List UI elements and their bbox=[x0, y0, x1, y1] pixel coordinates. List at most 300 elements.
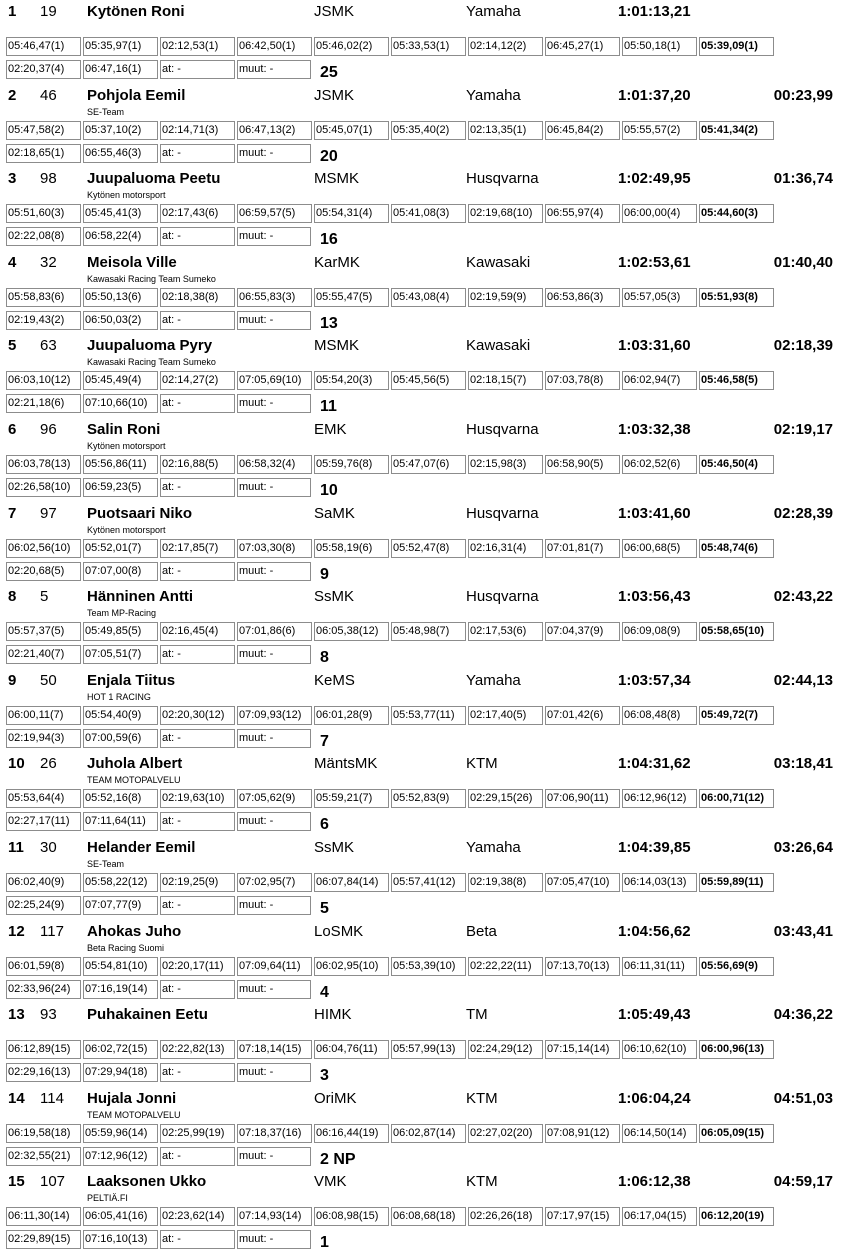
team-name: SE-Team bbox=[87, 106, 125, 117]
lap-time-cell: 02:22,08(8) bbox=[6, 227, 81, 246]
lap-time-cell: 07:10,66(10) bbox=[83, 394, 158, 413]
lap-time-cell: 02:18,38(8) bbox=[160, 288, 235, 307]
club: LoSMK bbox=[314, 922, 364, 940]
brand: Yamaha bbox=[466, 671, 521, 689]
rider-name: Puotsaari Niko bbox=[87, 504, 193, 522]
lap-times-row-extra bbox=[6, 227, 855, 249]
lap-time-cell: 05:33,53(1) bbox=[391, 37, 466, 56]
brand: Kawasaki bbox=[466, 253, 531, 271]
lap-time-cell: 05:35,97(1) bbox=[83, 37, 158, 56]
race-number: 98 bbox=[40, 170, 57, 188]
rider-header bbox=[0, 1089, 855, 1109]
rider-header bbox=[0, 922, 855, 942]
at-cell: at: - bbox=[160, 311, 235, 330]
lap-time-cell: 02:24,29(12) bbox=[468, 1040, 543, 1059]
rider-name: Juhola Albert bbox=[87, 755, 183, 773]
lap-time-cell: 02:19,63(10) bbox=[160, 789, 235, 808]
lap-time-cell: 06:55,97(4) bbox=[545, 204, 620, 223]
lap-time-cell: 07:09,64(11) bbox=[237, 957, 312, 976]
lap-time-cell: 07:18,14(15) bbox=[237, 1040, 312, 1059]
lap-time-cell: 05:53,64(4) bbox=[6, 789, 81, 808]
lap-times-row-extra bbox=[6, 645, 855, 667]
lap-time-cell: 02:12,53(1) bbox=[160, 37, 235, 56]
lap-time-cell: 02:14,71(3) bbox=[160, 121, 235, 140]
lap-time-cell: 05:52,47(8) bbox=[391, 539, 466, 558]
lap-time-cell: 06:42,50(1) bbox=[237, 37, 312, 56]
total-time: 1:05:49,43 bbox=[618, 1006, 691, 1024]
rider-header bbox=[0, 420, 855, 440]
team-name: SE-Team bbox=[87, 859, 125, 869]
lap-time-cell: 02:20,30(12) bbox=[160, 706, 235, 725]
lap-time-cell: 06:05,09(15) bbox=[699, 1124, 774, 1143]
lap-time-cell: 06:14,50(14) bbox=[622, 1124, 697, 1143]
at-cell: at: - bbox=[160, 980, 235, 999]
club: EMK bbox=[314, 421, 347, 438]
lap-time-cell: 06:11,31(11) bbox=[622, 957, 697, 976]
points: 9 bbox=[320, 565, 329, 583]
rider-header bbox=[0, 1172, 855, 1192]
position: 15 bbox=[8, 1173, 25, 1191]
lap-time-cell: 06:08,98(15) bbox=[314, 1207, 389, 1226]
lap-time-cell: 07:01,42(6) bbox=[545, 706, 620, 725]
lap-time-cell: 02:17,43(6) bbox=[160, 204, 235, 223]
lap-time-cell: 05:57,99(13) bbox=[391, 1040, 466, 1059]
total-time: 1:06:04,24 bbox=[618, 1089, 691, 1107]
lap-time-cell: 02:15,98(3) bbox=[468, 455, 543, 474]
lap-time-cell: 02:19,25(9) bbox=[160, 873, 235, 892]
points: 4 bbox=[320, 983, 329, 1001]
lap-time-cell: 02:26,58(10) bbox=[6, 478, 81, 497]
rider-name: Meisola Ville bbox=[87, 253, 177, 271]
total-time: 1:03:32,38 bbox=[618, 421, 691, 438]
club: VMK bbox=[314, 1173, 347, 1191]
total-time: 1:02:53,61 bbox=[618, 253, 691, 271]
lap-time-cell: 07:05,47(10) bbox=[545, 873, 620, 892]
position: 9 bbox=[8, 671, 17, 689]
position: 4 bbox=[8, 253, 17, 271]
lap-times-row-extra bbox=[6, 812, 855, 834]
rider-name: Ahokas Juho bbox=[87, 922, 182, 940]
lap-time-cell: 02:14,27(2) bbox=[160, 371, 235, 390]
lap-time-cell: 06:47,13(2) bbox=[237, 121, 312, 140]
lap-time-cell: 06:02,56(10) bbox=[6, 539, 81, 558]
lap-times-row-extra bbox=[6, 562, 855, 584]
lap-time-cell: 02:27,02(20) bbox=[468, 1124, 543, 1143]
at-cell: at: - bbox=[160, 812, 235, 831]
lap-time-cell: 05:54,81(10) bbox=[83, 957, 158, 976]
lap-time-cell: 05:57,41(12) bbox=[391, 873, 466, 892]
total-time: 1:04:39,85 bbox=[618, 839, 691, 856]
points: 16 bbox=[320, 231, 338, 249]
lap-time-cell: 06:16,44(19) bbox=[314, 1124, 389, 1143]
lap-time-cell: 06:05,41(16) bbox=[83, 1207, 158, 1226]
lap-time-cell: 02:23,62(14) bbox=[160, 1207, 235, 1226]
race-number: 19 bbox=[40, 3, 57, 20]
total-time: 1:04:56,62 bbox=[618, 922, 691, 940]
position: 5 bbox=[8, 337, 17, 355]
at-cell: at: - bbox=[160, 478, 235, 497]
lap-time-cell: 07:16,19(14) bbox=[83, 980, 158, 999]
team-name: Beta Racing Suomi bbox=[87, 942, 165, 953]
lap-time-cell: 05:57,05(3) bbox=[622, 288, 697, 307]
rider-header bbox=[0, 253, 855, 273]
lap-time-cell: 05:58,65(10) bbox=[699, 622, 774, 641]
result-entry bbox=[0, 418, 855, 502]
lap-time-cell: 07:12,96(12) bbox=[83, 1147, 158, 1166]
lap-time-cell: 07:07,00(8) bbox=[83, 562, 158, 581]
club: KarMK bbox=[314, 253, 360, 271]
club: OriMK bbox=[314, 1089, 357, 1107]
result-entry bbox=[0, 84, 855, 168]
lap-time-cell: 02:20,17(11) bbox=[160, 957, 235, 976]
rider-header bbox=[0, 2, 855, 22]
lap-times-row bbox=[6, 706, 855, 726]
lap-time-cell: 05:58,19(6) bbox=[314, 539, 389, 558]
team-name: Kawasaki Racing Team Sumeko bbox=[87, 357, 216, 368]
lap-time-cell: 02:19,94(3) bbox=[6, 729, 81, 748]
lap-time-cell: 06:58,90(5) bbox=[545, 455, 620, 474]
brand: KTM bbox=[466, 755, 498, 773]
lap-time-cell: 07:16,10(13) bbox=[83, 1230, 158, 1249]
total-time: 1:06:12,38 bbox=[618, 1173, 691, 1191]
lap-time-cell: 06:02,52(6) bbox=[622, 455, 697, 474]
at-cell: at: - bbox=[160, 896, 235, 915]
rider-name: Enjala Tiitus bbox=[87, 671, 176, 689]
result-entry bbox=[0, 1003, 855, 1087]
result-entry bbox=[0, 752, 855, 836]
rider-name: Puhakainen Eetu bbox=[87, 1006, 208, 1024]
lap-time-cell: 07:01,86(6) bbox=[237, 622, 312, 641]
lap-time-cell: 05:53,77(11) bbox=[391, 706, 466, 725]
rider-name: Helander Eemil bbox=[87, 839, 196, 856]
position: 11 bbox=[8, 839, 24, 856]
gap-to-leader: 03:26,64 bbox=[773, 839, 833, 856]
position: 6 bbox=[8, 421, 17, 438]
race-number: 93 bbox=[40, 1006, 57, 1024]
lap-time-cell: 05:54,31(4) bbox=[314, 204, 389, 223]
club: SaMK bbox=[314, 504, 355, 522]
at-cell: at: - bbox=[160, 562, 235, 581]
lap-time-cell: 02:20,37(4) bbox=[6, 60, 81, 79]
lap-time-cell: 05:54,40(9) bbox=[83, 706, 158, 725]
club: MSMK bbox=[314, 337, 359, 355]
lap-time-cell: 06:00,00(4) bbox=[622, 204, 697, 223]
lap-time-cell: 05:45,07(1) bbox=[314, 121, 389, 140]
points: 1 bbox=[320, 1234, 329, 1252]
lap-time-cell: 06:11,30(14) bbox=[6, 1207, 81, 1226]
lap-time-cell: 07:14,93(14) bbox=[237, 1207, 312, 1226]
total-time: 1:03:31,60 bbox=[618, 337, 691, 355]
muut-cell: muut: - bbox=[237, 60, 311, 79]
lap-time-cell: 05:45,56(5) bbox=[391, 371, 466, 390]
club: SsMK bbox=[314, 839, 355, 856]
points: 13 bbox=[320, 314, 338, 332]
lap-time-cell: 06:02,87(14) bbox=[391, 1124, 466, 1143]
lap-time-cell: 05:39,09(1) bbox=[699, 37, 774, 56]
team-name: Kytönen motorsport bbox=[87, 441, 166, 451]
lap-time-cell: 02:21,18(6) bbox=[6, 394, 81, 413]
lap-times-row-extra bbox=[6, 1063, 855, 1085]
race-number: 50 bbox=[40, 671, 57, 689]
lap-time-cell: 07:05,51(7) bbox=[83, 645, 158, 664]
lap-time-cell: 06:03,10(12) bbox=[6, 371, 81, 390]
muut-cell: muut: - bbox=[237, 980, 311, 999]
lap-time-cell: 06:45,27(1) bbox=[545, 37, 620, 56]
rider-header bbox=[0, 754, 855, 774]
gap-to-leader: 00:23,99 bbox=[773, 86, 833, 104]
lap-time-cell: 07:01,81(7) bbox=[545, 539, 620, 558]
lap-time-cell: 05:48,98(7) bbox=[391, 622, 466, 641]
position: 3 bbox=[8, 170, 17, 188]
result-entry bbox=[0, 585, 855, 669]
lap-time-cell: 06:55,83(3) bbox=[237, 288, 312, 307]
at-cell: at: - bbox=[160, 1230, 235, 1249]
rider-header bbox=[0, 336, 855, 356]
gap-to-leader: 01:36,74 bbox=[773, 170, 833, 188]
muut-cell: muut: - bbox=[237, 896, 311, 915]
total-time: 1:04:31,62 bbox=[618, 755, 691, 773]
lap-time-cell: 05:49,85(5) bbox=[83, 622, 158, 641]
lap-time-cell: 06:05,38(12) bbox=[314, 622, 389, 641]
club: SsMK bbox=[314, 588, 355, 606]
lap-times-row bbox=[6, 957, 855, 977]
gap-to-leader: 02:18,39 bbox=[773, 337, 833, 355]
race-number: 32 bbox=[40, 253, 57, 271]
result-entry bbox=[0, 167, 855, 251]
points: 25 bbox=[320, 64, 338, 81]
total-time: 1:03:56,43 bbox=[618, 588, 691, 606]
points: 5 bbox=[320, 900, 329, 917]
rider-header bbox=[0, 671, 855, 691]
lap-times-row bbox=[6, 288, 855, 308]
team-name: Kawasaki Racing Team Sumeko bbox=[87, 273, 216, 284]
lap-time-cell: 07:18,37(16) bbox=[237, 1124, 312, 1143]
lap-time-cell: 02:18,15(7) bbox=[468, 371, 543, 390]
lap-time-cell: 05:58,22(12) bbox=[83, 873, 158, 892]
at-cell: at: - bbox=[160, 394, 235, 413]
lap-time-cell: 07:03,78(8) bbox=[545, 371, 620, 390]
lap-time-cell: 05:46,58(5) bbox=[699, 371, 774, 390]
lap-times-row bbox=[6, 539, 855, 559]
position: 10 bbox=[8, 755, 25, 773]
lap-time-cell: 06:47,16(1) bbox=[83, 60, 158, 79]
lap-time-cell: 07:08,91(12) bbox=[545, 1124, 620, 1143]
gap-to-leader: 04:51,03 bbox=[773, 1089, 833, 1107]
lap-time-cell: 05:51,93(8) bbox=[699, 288, 774, 307]
lap-time-cell: 02:22,22(11) bbox=[468, 957, 543, 976]
lap-time-cell: 06:12,96(12) bbox=[622, 789, 697, 808]
lap-time-cell: 06:53,86(3) bbox=[545, 288, 620, 307]
lap-time-cell: 05:57,37(5) bbox=[6, 622, 81, 641]
lap-time-cell: 06:14,03(13) bbox=[622, 873, 697, 892]
lap-time-cell: 02:26,26(18) bbox=[468, 1207, 543, 1226]
lap-time-cell: 02:25,99(19) bbox=[160, 1124, 235, 1143]
lap-time-cell: 06:03,78(13) bbox=[6, 455, 81, 474]
points: 3 bbox=[320, 1067, 329, 1085]
points: 20 bbox=[320, 147, 338, 165]
team-name: HOT 1 RACING bbox=[87, 691, 151, 702]
lap-time-cell: 02:19,38(8) bbox=[468, 873, 543, 892]
at-cell: at: - bbox=[160, 60, 235, 79]
rider-name: Hujala Jonni bbox=[87, 1089, 177, 1107]
gap-to-leader: 02:43,22 bbox=[773, 588, 833, 606]
lap-times-row bbox=[6, 37, 855, 57]
club: KeMS bbox=[314, 671, 355, 689]
lap-time-cell: 05:46,02(2) bbox=[314, 37, 389, 56]
brand: KTM bbox=[466, 1089, 498, 1107]
gap-to-leader: 01:40,40 bbox=[773, 253, 833, 271]
result-entry bbox=[0, 0, 855, 84]
lap-time-cell: 06:59,57(5) bbox=[237, 204, 312, 223]
rider-name: Laaksonen Ukko bbox=[87, 1173, 207, 1191]
total-time: 1:01:13,21 bbox=[618, 3, 691, 20]
lap-time-cell: 06:02,40(9) bbox=[6, 873, 81, 892]
lap-time-cell: 02:21,40(7) bbox=[6, 645, 81, 664]
lap-time-cell: 06:01,28(9) bbox=[314, 706, 389, 725]
club: MäntsMK bbox=[314, 755, 378, 773]
lap-time-cell: 06:10,62(10) bbox=[622, 1040, 697, 1059]
at-cell: at: - bbox=[160, 645, 235, 664]
lap-times-row-extra bbox=[6, 60, 855, 82]
lap-time-cell: 07:17,97(15) bbox=[545, 1207, 620, 1226]
lap-time-cell: 06:19,58(18) bbox=[6, 1124, 81, 1143]
rider-header bbox=[0, 587, 855, 607]
club: HIMK bbox=[314, 1006, 352, 1024]
position: 14 bbox=[8, 1089, 25, 1107]
position: 8 bbox=[8, 588, 17, 606]
lap-time-cell: 07:06,90(11) bbox=[545, 789, 620, 808]
lap-times-row bbox=[6, 121, 855, 141]
lap-time-cell: 06:58,32(4) bbox=[237, 455, 312, 474]
team-name: Kytönen motorsport bbox=[87, 190, 166, 201]
at-cell: at: - bbox=[160, 227, 235, 246]
lap-time-cell: 07:05,69(10) bbox=[237, 371, 312, 390]
lap-times-row-extra bbox=[6, 1230, 855, 1252]
lap-time-cell: 06:50,03(2) bbox=[83, 311, 158, 330]
lap-times-row-extra bbox=[6, 896, 855, 918]
lap-time-cell: 05:54,20(3) bbox=[314, 371, 389, 390]
lap-time-cell: 07:03,30(8) bbox=[237, 539, 312, 558]
brand: TM bbox=[466, 1006, 488, 1024]
brand: Husqvarna bbox=[466, 421, 539, 438]
result-entry bbox=[0, 920, 855, 1004]
rider-name: Kytönen Roni bbox=[87, 3, 185, 20]
lap-time-cell: 07:02,95(7) bbox=[237, 873, 312, 892]
muut-cell: muut: - bbox=[237, 645, 311, 664]
gap-to-leader: 04:59,17 bbox=[773, 1173, 833, 1191]
lap-time-cell: 05:52,83(9) bbox=[391, 789, 466, 808]
lap-time-cell: 02:16,45(4) bbox=[160, 622, 235, 641]
lap-times-row-extra bbox=[6, 980, 855, 1002]
points: 10 bbox=[320, 482, 338, 499]
lap-time-cell: 02:19,59(9) bbox=[468, 288, 543, 307]
lap-time-cell: 06:55,46(3) bbox=[83, 144, 158, 163]
rider-name: Pohjola Eemil bbox=[87, 86, 186, 104]
lap-time-cell: 02:32,55(21) bbox=[6, 1147, 81, 1166]
result-entry bbox=[0, 836, 855, 920]
at-cell: at: - bbox=[160, 144, 235, 163]
lap-time-cell: 05:52,16(8) bbox=[83, 789, 158, 808]
result-entry bbox=[0, 334, 855, 418]
lap-time-cell: 02:17,53(6) bbox=[468, 622, 543, 641]
total-time: 1:03:57,34 bbox=[618, 671, 691, 689]
lap-time-cell: 06:00,68(5) bbox=[622, 539, 697, 558]
team-name: TEAM MOTOPALVELU bbox=[87, 775, 181, 786]
race-number: 30 bbox=[40, 839, 57, 856]
gap-to-leader: 02:44,13 bbox=[773, 671, 833, 689]
lap-time-cell: 02:18,65(1) bbox=[6, 144, 81, 163]
lap-time-cell: 05:47,07(6) bbox=[391, 455, 466, 474]
brand: Yamaha bbox=[466, 86, 521, 104]
total-time: 1:03:41,60 bbox=[618, 504, 691, 522]
muut-cell: muut: - bbox=[237, 812, 311, 831]
lap-time-cell: 02:16,31(4) bbox=[468, 539, 543, 558]
lap-time-cell: 02:29,16(13) bbox=[6, 1063, 81, 1082]
lap-time-cell: 05:45,49(4) bbox=[83, 371, 158, 390]
lap-time-cell: 05:44,60(3) bbox=[699, 204, 774, 223]
team-name: Team MP-Racing bbox=[87, 608, 157, 619]
lap-time-cell: 05:35,40(2) bbox=[391, 121, 466, 140]
lap-time-cell: 02:19,68(10) bbox=[468, 204, 543, 223]
result-entry bbox=[0, 1087, 855, 1171]
lap-time-cell: 06:59,23(5) bbox=[83, 478, 158, 497]
lap-time-cell: 05:50,18(1) bbox=[622, 37, 697, 56]
lap-time-cell: 05:59,96(14) bbox=[83, 1124, 158, 1143]
lap-times-row bbox=[6, 204, 855, 224]
race-number: 97 bbox=[40, 504, 57, 522]
lap-time-cell: 05:50,13(6) bbox=[83, 288, 158, 307]
lap-time-cell: 05:49,72(7) bbox=[699, 706, 774, 725]
at-cell: at: - bbox=[160, 1063, 235, 1082]
lap-time-cell: 07:07,77(9) bbox=[83, 896, 158, 915]
lap-time-cell: 02:14,12(2) bbox=[468, 37, 543, 56]
lap-time-cell: 05:43,08(4) bbox=[391, 288, 466, 307]
position: 13 bbox=[8, 1006, 25, 1024]
points: 11 bbox=[320, 398, 337, 416]
lap-time-cell: 06:04,76(11) bbox=[314, 1040, 389, 1059]
lap-time-cell: 05:45,41(3) bbox=[83, 204, 158, 223]
brand: Husqvarna bbox=[466, 504, 539, 522]
lap-time-cell: 06:01,59(8) bbox=[6, 957, 81, 976]
muut-cell: muut: - bbox=[237, 1063, 311, 1082]
lap-times-row bbox=[6, 873, 855, 893]
muut-cell: muut: - bbox=[237, 227, 311, 246]
lap-time-cell: 02:27,17(11) bbox=[6, 812, 81, 831]
muut-cell: muut: - bbox=[237, 478, 311, 497]
rider-name: Juupaluoma Pyry bbox=[87, 337, 213, 355]
gap-to-leader: 02:19,17 bbox=[773, 421, 833, 438]
muut-cell: muut: - bbox=[237, 1147, 311, 1166]
gap-to-leader: 02:28,39 bbox=[773, 504, 833, 522]
lap-time-cell: 05:55,47(5) bbox=[314, 288, 389, 307]
lap-time-cell: 06:00,71(12) bbox=[699, 789, 774, 808]
lap-time-cell: 07:09,93(12) bbox=[237, 706, 312, 725]
gap-to-leader: 04:36,22 bbox=[773, 1006, 833, 1024]
brand: Yamaha bbox=[466, 3, 521, 20]
lap-times-row bbox=[6, 371, 855, 391]
team-name: Kytönen motorsport bbox=[87, 524, 166, 535]
lap-time-cell: 06:08,48(8) bbox=[622, 706, 697, 725]
lap-time-cell: 06:02,94(7) bbox=[622, 371, 697, 390]
position: 7 bbox=[8, 504, 17, 522]
lap-times-row-extra bbox=[6, 394, 855, 416]
race-number: 107 bbox=[40, 1173, 66, 1191]
rider-header bbox=[0, 169, 855, 189]
brand: Husqvarna bbox=[466, 170, 539, 188]
at-cell: at: - bbox=[160, 729, 235, 748]
rider-header bbox=[0, 838, 855, 858]
lap-time-cell: 06:00,11(7) bbox=[6, 706, 81, 725]
